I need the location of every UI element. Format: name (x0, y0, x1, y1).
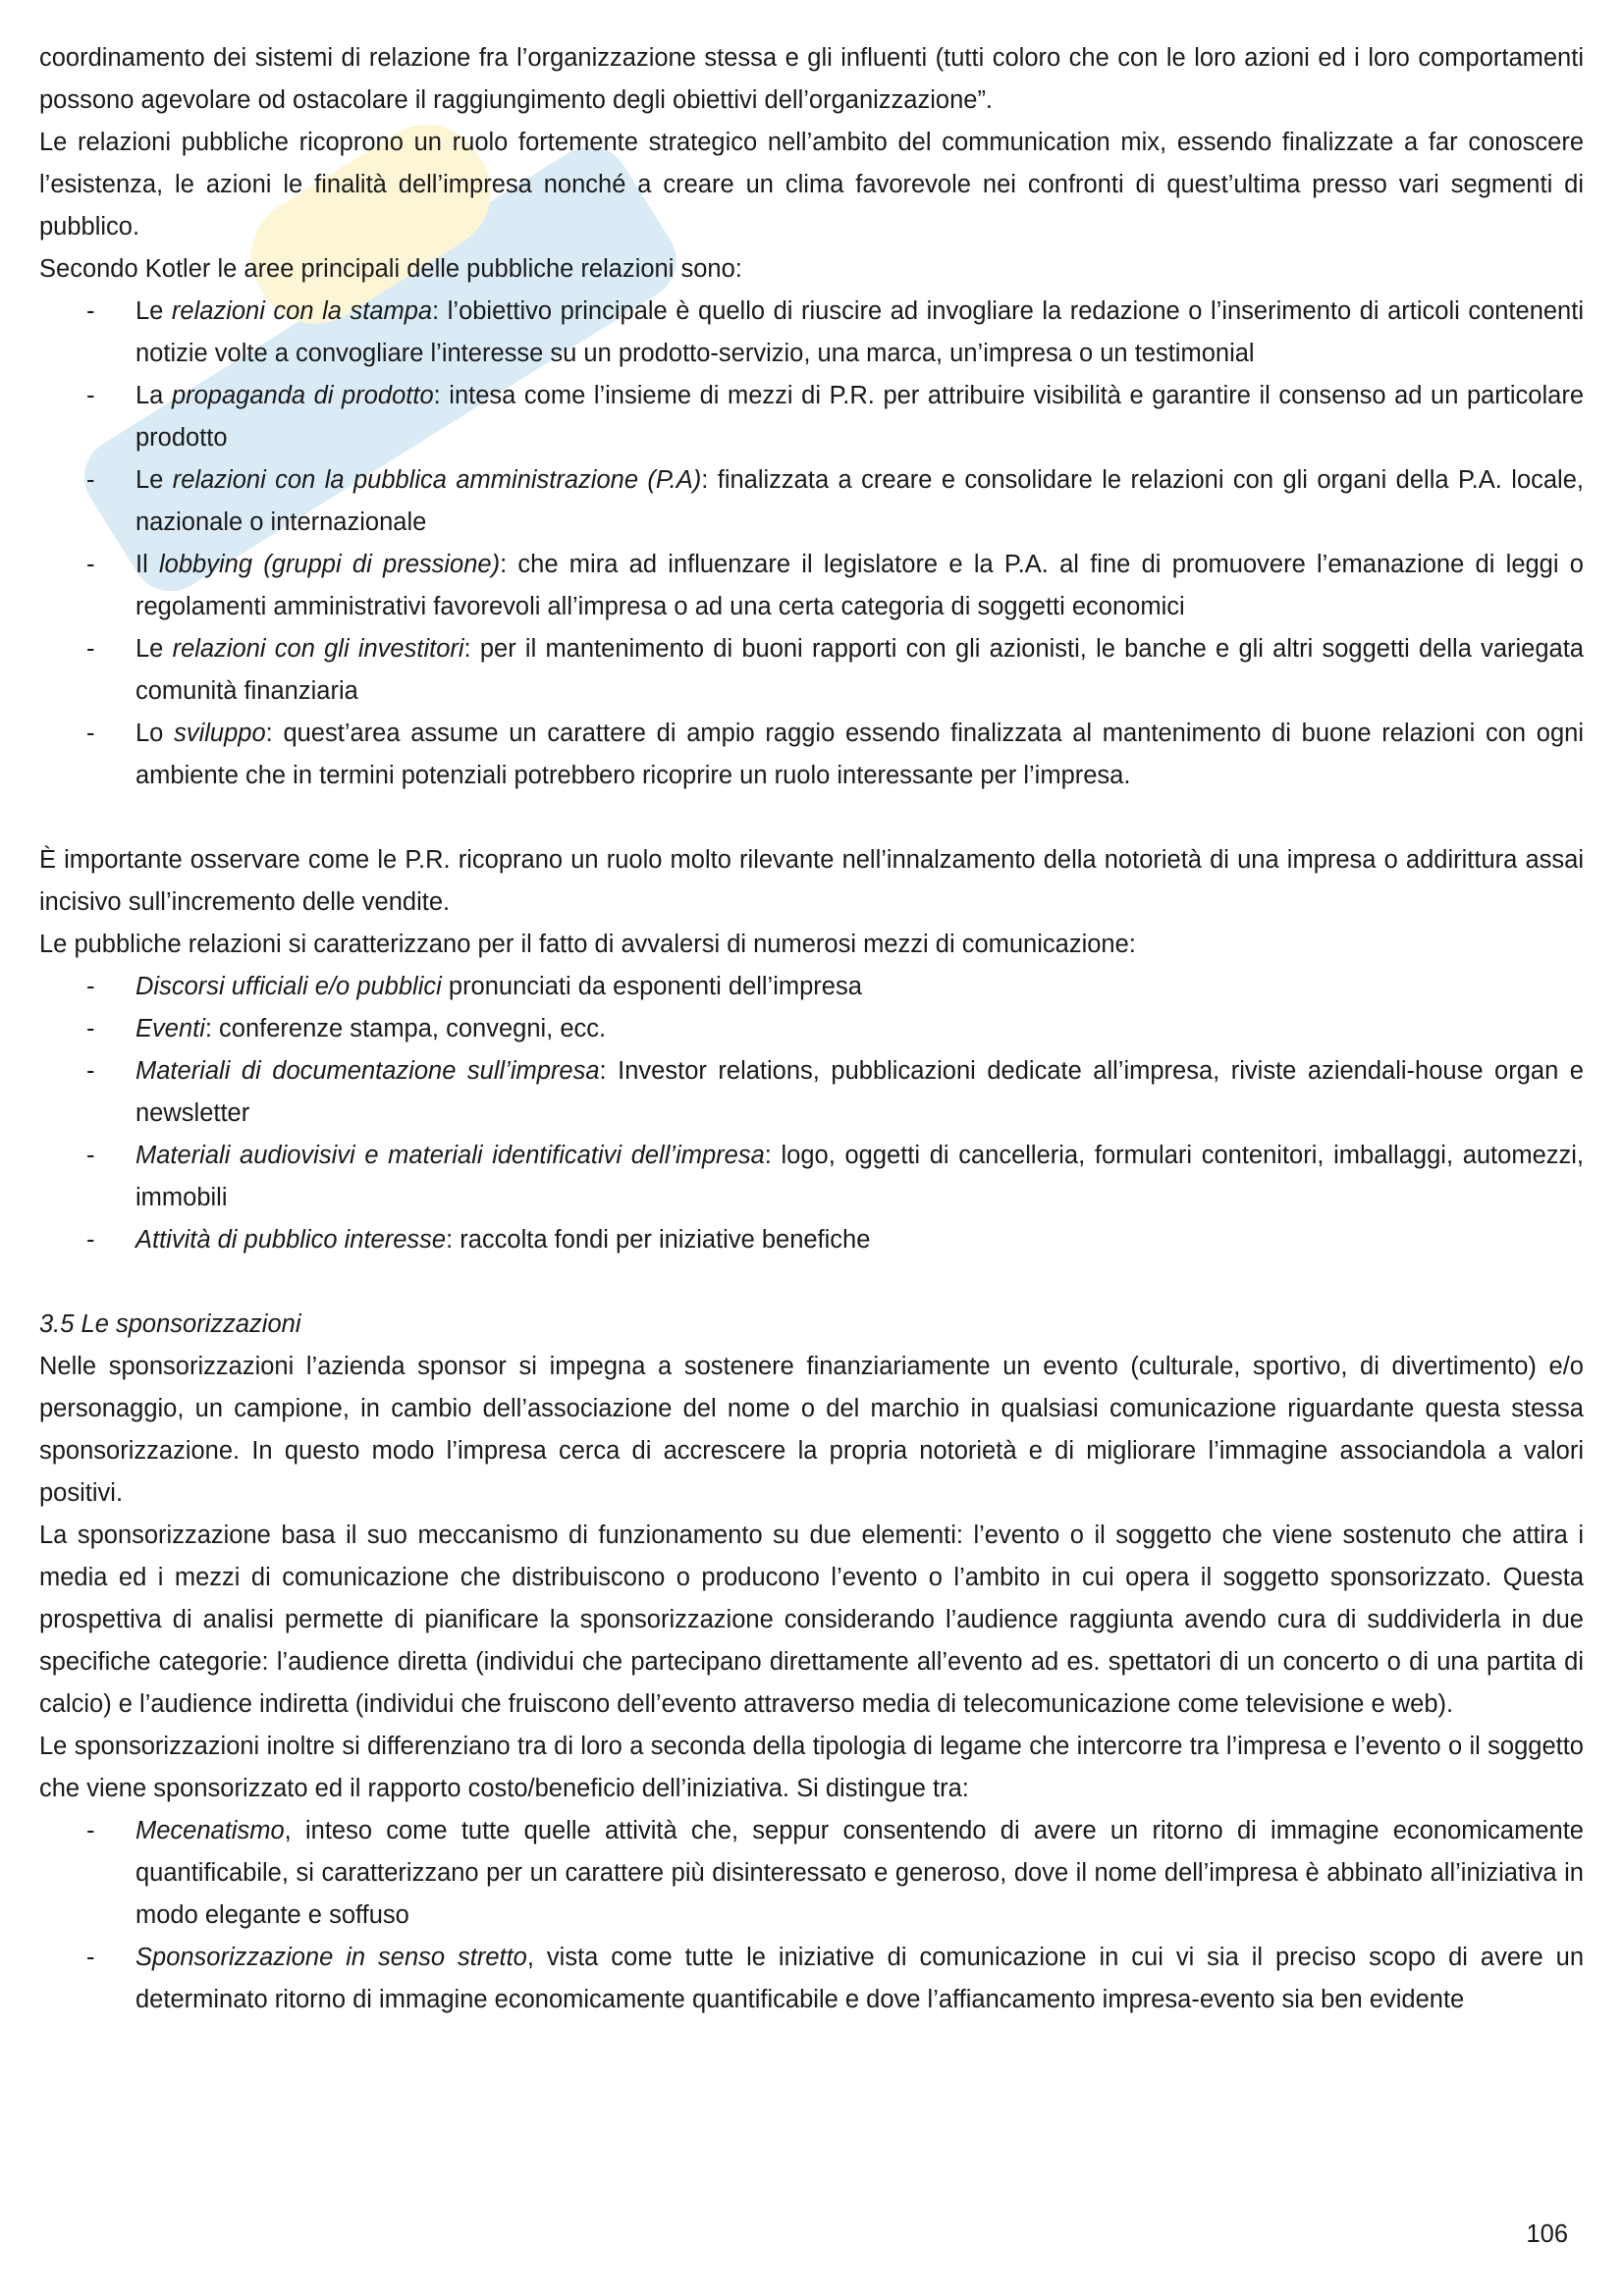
list-item: - Materiali audiovisivi e materiali identificativi dell’impresa: logo, oggetti di cancelleria, formulari contenitori, imballaggi, automezzi, immobili (86, 1142, 1584, 1211)
sponsorship-paragraph-2: La sponsorizzazione basa il suo meccanismo di funzionamento su due elementi: l’evento o il soggetto che viene sostenuto che attira i media ed i mezzi di comunicazione che distribuiscono o producono l’evento o l’ambito in cui opera il soggetto sponsorizzato. Questa prospettiva di analisi permette di pianificare la sponsorizzazione considerando l’audience raggiunta avendo cura di suddividerla in due specifiche categorie: l’audience diretta (individui che partecipano direttamente all’evento ad es. spettatori di un concerto o di una partita di calcio) e l’audience indiretta (individui che fruiscono dell’evento attraverso media di telecomunicazione come televisione e web). (39, 1522, 1584, 1718)
kotler-areas-list (39, 291, 1584, 797)
list-item-term: relazioni con la stampa (171, 297, 433, 325)
list-item-term: Sponsorizzazione in senso stretto (135, 1944, 527, 1971)
sponsorship-types-list (39, 1810, 1584, 2021)
list-item: - Le relazioni con la pubblica amministrazione (P.A): finalizzata a creare e consolidare le relazioni con gli organi della P.A. locale, nazionale o internazionale (86, 466, 1584, 536)
section-title: 3.5 Le sponsorizzazioni (39, 1310, 301, 1338)
list-item-term: sviluppo (174, 720, 266, 747)
spacer (39, 797, 1584, 839)
list-item: - Eventi: conferenze stampa, convegni, ecc. (86, 1015, 607, 1042)
list-item-term: Attività di pubblico interesse (135, 1226, 447, 1254)
document-page (39, 37, 1584, 2021)
list-item: - Le relazioni con gli investitori: per il mantenimento di buoni rapporti con gli azionisti, le banche e gli altri soggetti della variegata comunità finanziaria (86, 635, 1584, 705)
intro-paragraph-2: Le relazioni pubbliche ricoprono un ruolo fortemente strategico nell’ambito del communication mix, essendo finalizzate a far conoscere l’esistenza, le azioni le finalità dell’impresa nonché a creare un clima favorevole nei confronti di quest’ultima presso vari segmenti di pubblico. (39, 129, 1584, 240)
sponsorship-paragraph-1: Nelle sponsorizzazioni l’azienda sponsor si impegna a sostenere finanziariamente un evento (culturale, sportivo, di divertimento) e/o personaggio, un campione, in cambio dell’associazione del nome o del marchio in qualsiasi comunicazione riguardante questa stessa sponsorizzazione. In questo modo l’impresa cerca di accrescere la propria notorietà e di migliorare l’immagine associandola a valori positivi. (39, 1353, 1584, 1507)
list-item: - Mecenatismo, inteso come tutte quelle attività che, seppur consentendo di avere un ritorno di immagine economicamente quantificabile, si caratterizzano per un carattere più disinteressato e generoso, dove il nome dell’impresa è abbinato all’iniziativa in modo elegante e soffuso (86, 1817, 1584, 1929)
list-item: - La propaganda di prodotto: intesa come l’insieme di mezzi di P.R. per attribuire visibilità e garantire il consenso ad un particolare prodotto (86, 382, 1585, 452)
list-item-term: Materiali di documentazione sull’impresa (135, 1057, 600, 1085)
intro-paragraph-1: coordinamento dei sistemi di relazione fra l’organizzazione stessa e gli influenti (tutti coloro che con le loro azioni ed i loro comportamenti possono agevolare od ostacolare il raggiungimento degli obiettivi dell’organizzazione”. (39, 44, 1584, 114)
page-number: 106 (1526, 2220, 1568, 2248)
intro-paragraph-3: Secondo Kotler le aree principali delle pubbliche relazioni sono: (39, 255, 742, 283)
list-item-term: Mecenatismo (135, 1817, 285, 1844)
list-item-term: relazioni con gli investitori (172, 635, 464, 663)
list-item: - Lo sviluppo: quest’area assume un carattere di ampio raggio essendo finalizzata al mantenimento di buone relazioni con ogni ambiente che in termini potenziali potrebbero ricoprire un ruolo interessante per l’impresa. (86, 720, 1584, 789)
pr-role-paragraph-2: Le pubbliche relazioni si caratterizzano per il fatto di avvalersi di numerosi mezzi di comunicazione: (39, 931, 1136, 958)
list-item: - Attività di pubblico interesse: raccolta fondi per iniziative benefiche (86, 1226, 871, 1254)
list-item-term: lobbying (gruppi di pressione) (159, 551, 501, 578)
list-item-term: propaganda di prodotto (171, 382, 434, 409)
list-item: - Il lobbying (gruppi di pressione): che mira ad influenzare il legislatore e la P.A. al fine di promuovere l’emanazione di leggi o regolamenti amministrativi favorevoli all’impresa o ad una certa categoria di soggetti economici (86, 551, 1584, 620)
list-item-term: Eventi (135, 1015, 205, 1042)
pr-means-list (39, 966, 1584, 1261)
list-item: - Sponsorizzazione in senso stretto, vista come tutte le iniziative di comunicazione in cui vi sia il preciso scopo di avere un determinato ritorno di immagine economicamente quantificabile e dove l’affiancamento impresa-evento sia ben evidente (86, 1944, 1585, 2013)
list-item: - Le relazioni con la stampa: l’obiettivo principale è quello di riuscire ad invogliare la redazione o l’inserimento di articoli contenenti notizie volte a convogliare l’interesse su un prodotto-servizio, una marca, un’impresa o un testimonial (86, 297, 1584, 367)
spacer (39, 1261, 1584, 1304)
list-item: - Materiali di documentazione sull’impresa: Investor relations, pubblicazioni dedicate all’impresa, riviste aziendali-house organ e newsletter (86, 1057, 1584, 1127)
list-item-term: Discorsi ufficiali e/o pubblici (135, 973, 442, 1000)
list-item-term: Materiali audiovisivi e materiali identificativi dell’impresa (135, 1142, 765, 1169)
pr-role-paragraph-1: È importante osservare come le P.R. ricoprano un ruolo molto rilevante nell’innalzamento della notorietà di una impresa o addirittura assai incisivo sull’incremento delle vendite. (39, 846, 1584, 916)
sponsorship-paragraph-3: Le sponsorizzazioni inoltre si differenziano tra di loro a seconda della tipologia di legame che intercorre tra l’impresa e l’evento o il soggetto che viene sponsorizzato ed il rapporto costo/beneficio dell’iniziativa. Si distingue tra: (39, 1733, 1584, 1802)
list-item-term: relazioni con la pubblica amministrazione (P.A) (172, 466, 702, 494)
list-item: - Discorsi ufficiali e/o pubblici pronunciati da esponenti dell’impresa (86, 973, 862, 1000)
